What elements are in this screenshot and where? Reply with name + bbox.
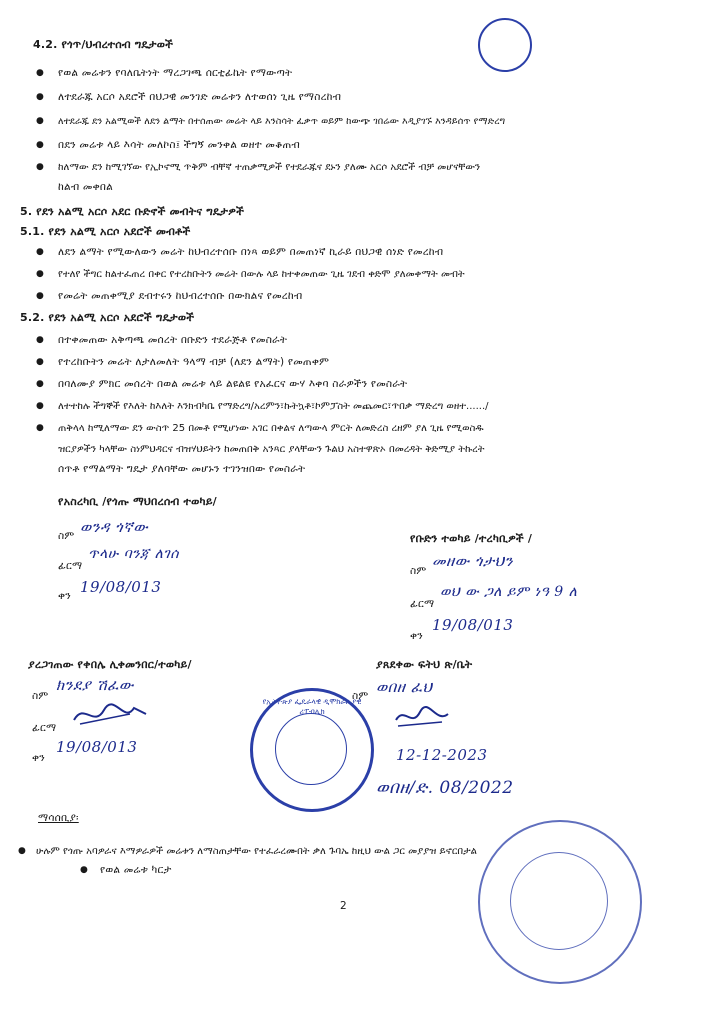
official-stamp	[250, 688, 374, 812]
receiver-sign-label: ፊርማ	[58, 560, 83, 572]
official-stamp-2	[478, 820, 642, 984]
bullet-dot: ●	[36, 247, 44, 257]
section-5-1-heading: 5.1. የደን አልሚ አርሶ አደሮች መብቶች	[20, 225, 191, 238]
receiver-signature: ጥላሁ ባንጃ ለገሰ	[88, 546, 179, 562]
bullet-dot: ●	[18, 846, 26, 856]
court-name-handwritten: ወበዘ ፈህ	[376, 678, 433, 696]
group-date-label: ቀን	[410, 630, 423, 642]
section-5-2-item-5: ጠቅላላ ከሚለማው ደን ውስጥ 25 በመቶ የሚሆነው አገር በቀልና ለጣውላ ምርት ለመድረስ ረዘም ያለ ጊዜ የሚወስዱ	[58, 423, 484, 434]
section-5-2-item-4: ለተተከሉ ችግኞች የእለት ከእለት እንክብካቤ የማድረግ/አረምን፣ኩትኳቶ፣ኮምፓስት መጨመር፣ጥበቃ ማድረግ ወዘተ....../	[58, 401, 489, 412]
group-name-handwritten: መዘው ጎታህን	[432, 552, 513, 570]
section-5-1-item-1: ለደን ልማት የሚውለውን መሬት ከህብረተሰቡ በነጻ ወይም በመጠነኛ ኪራይ በህጋዊ ሰነድ የመረከብ	[58, 246, 444, 258]
stamp-text: የኢትዮጵያ ፌዴራላዊ ዲሞክራሲያዊ ሪፐብሊክ	[262, 697, 362, 716]
stamp-inner-ring	[275, 713, 347, 785]
section-4-2-item-4: በደን መሬቱ ላይ እሳት መለኮስ፤ ችግኝ መንቀል ወዘተ መቆጠብ	[58, 139, 300, 151]
approver-name-handwritten: ክንደያ ሽፈው	[56, 676, 134, 694]
note-label: ማሳሰቢያ፡	[38, 812, 79, 824]
section-4-2-item-5-cont: ከልብ መቀበል	[58, 181, 113, 193]
court-date: 12-12-2023	[396, 746, 488, 764]
receiver-date: 19/08/013	[80, 578, 162, 596]
page-number: 2	[340, 900, 347, 912]
note-sub-item: የወል መሬቱ ካርታ	[100, 864, 172, 876]
bullet-dot: ●	[36, 379, 44, 389]
bullet-dot: ●	[36, 423, 44, 433]
approver-date-label: ቀን	[32, 752, 45, 764]
note-item: ሁሉም የጎጡ አባዎራና እማዎራዎች መሬቱን ለማስጠታቸው የተፈራረሙበት ቃለ ጉባኤ ከዚህ ውል ጋር መያያዝ ይኖርበታል	[36, 846, 477, 857]
group-name-label: ስም	[410, 565, 427, 577]
receiver-name-label: ስም	[58, 530, 75, 542]
approver-heading: ያረጋገጠው የቀበሌ ሊቀመንበር/ተወካይ/	[28, 658, 192, 671]
corner-seal	[478, 18, 532, 72]
approver-sign-label: ፊርማ	[32, 722, 57, 734]
bullet-dot: ●	[36, 401, 44, 411]
section-5-2-item-5-cont2: ሰጥቶ የማልማት ግዴታ ያለባቸው መሆኑን ተገንዝበው የመስራት	[58, 463, 306, 475]
bullet-dot: ●	[36, 92, 44, 102]
section-5-2-item-3: በባለሙያ ምክር መሰረት በወል መሬቱ ላይ ልዩልዩ የአፈርና ውሃ እቀባ ስራዎችን የመስራት	[58, 378, 408, 390]
approver-date: 19/08/013	[56, 738, 138, 756]
group-date: 19/08/013	[432, 616, 514, 634]
bullet-dot: ●	[36, 162, 44, 172]
receiver-heading: የአስረካቢ /የጎጡ ማህበረሰብ ተወካይ/	[58, 495, 217, 508]
court-extra-handwritten: ወበዘ/ድ. 08/2022	[376, 778, 514, 798]
bullet-dot: ●	[36, 291, 44, 301]
group-signature: ወህ ው ጋለ ይም ነዓ 9 ለ	[440, 584, 578, 600]
section-4-2-item-5: ከለማው ደን ከሚገኘው የኢኮኖሚ ጥቅም ብቸኛ ተጠቃሚዎች የተደራጁና ደኑን ያለሙ አርሶ አደሮች ብቻ መሆናቸውን	[58, 162, 481, 173]
group-sign-label: ፊርማ	[410, 598, 435, 610]
section-5-1-item-2: የተለየ ችግር ከልተፈጠረ በቀር የተረከቡትን መሬት በውሉ ላይ ከተቀመጠው ጊዜ ገደብ ቀድሞ ያለመቀማት መብት	[58, 269, 465, 280]
court-heading: ያጸደቀው ፍትህ ጽ/ቤት	[376, 658, 473, 671]
approver-signature-scribble	[70, 700, 150, 730]
group-heading: የቡድን ተወካይ /ተረካቢዎች /	[410, 532, 533, 545]
section-4-2-item-3: ለተደራጁ ደን አልሚወች ለደን ልማት በተሰጠው መሬት ላይ እንስሳት ፈቃጥ ወይም ከውጭ ገበሬው እዲያገኙ እንዳይሰጥ የማድረግ	[58, 116, 506, 127]
bullet-dot: ●	[80, 865, 88, 875]
receiver-date-label: ቀን	[58, 590, 71, 602]
bullet-dot: ●	[36, 269, 44, 279]
section-4-2-item-1: የወል መሬቱን የባለቤትነት ማረጋገጫ ሰርቲፊኬት የማውጣት	[58, 67, 293, 79]
receiver-name-handwritten: ወንዳ ጎኛው	[80, 518, 149, 536]
court-signature-scribble	[392, 702, 452, 732]
section-5-2-item-5-cont: ዝርያዎችን ካላቸው ስነምህዳርና ብዝሃህይትን ከመጠበቅ አንጻር ያላቸውን ጉልህ አስተዋጽኦ በመረዳት ቅድሚያ ትኩረት	[58, 444, 485, 455]
bullet-dot: ●	[36, 335, 44, 345]
section-5-2-item-2: የተረከቡትን መሬት ለታለመለት ዓላማ ብቻ (ለደን ልማት) የመጠቀም	[58, 356, 330, 368]
bullet-dot: ●	[36, 140, 44, 150]
section-4-2-heading: 4.2. የጎጥ/ህብረተሰብ ግዴታወች	[33, 38, 174, 51]
bullet-dot: ●	[36, 116, 44, 126]
court-name-label: ስም	[352, 690, 369, 702]
bullet-dot: ●	[36, 68, 44, 78]
section-5-2-heading: 5.2. የደን አልሚ አርሶ አደሮች ግዴታወች	[20, 311, 195, 324]
approver-name-label: ስም	[32, 690, 49, 702]
stamp-2-inner-ring	[510, 852, 608, 950]
section-5-2-item-1: በተቀመጠው አቅጣጫ መሰረት በቡድን ተደራጅቶ የመስራት	[58, 334, 288, 346]
section-4-2-item-2: ለተደራጁ አርሶ አደሮች በህጋዊ መንገድ መሬቱን ለተወሰነ ጊዜ የማስረከብ	[58, 91, 342, 103]
section-5-heading: 5. የደን አልሚ አርሶ አደር ቡድኖች መብትና ግዴታዎች	[20, 205, 245, 218]
section-5-1-item-3: የመሬት መጠቀሚያ ደብተሩን ከህብረተሰቡ በውክልና የመረከብ	[58, 290, 303, 302]
bullet-dot: ●	[36, 357, 44, 367]
